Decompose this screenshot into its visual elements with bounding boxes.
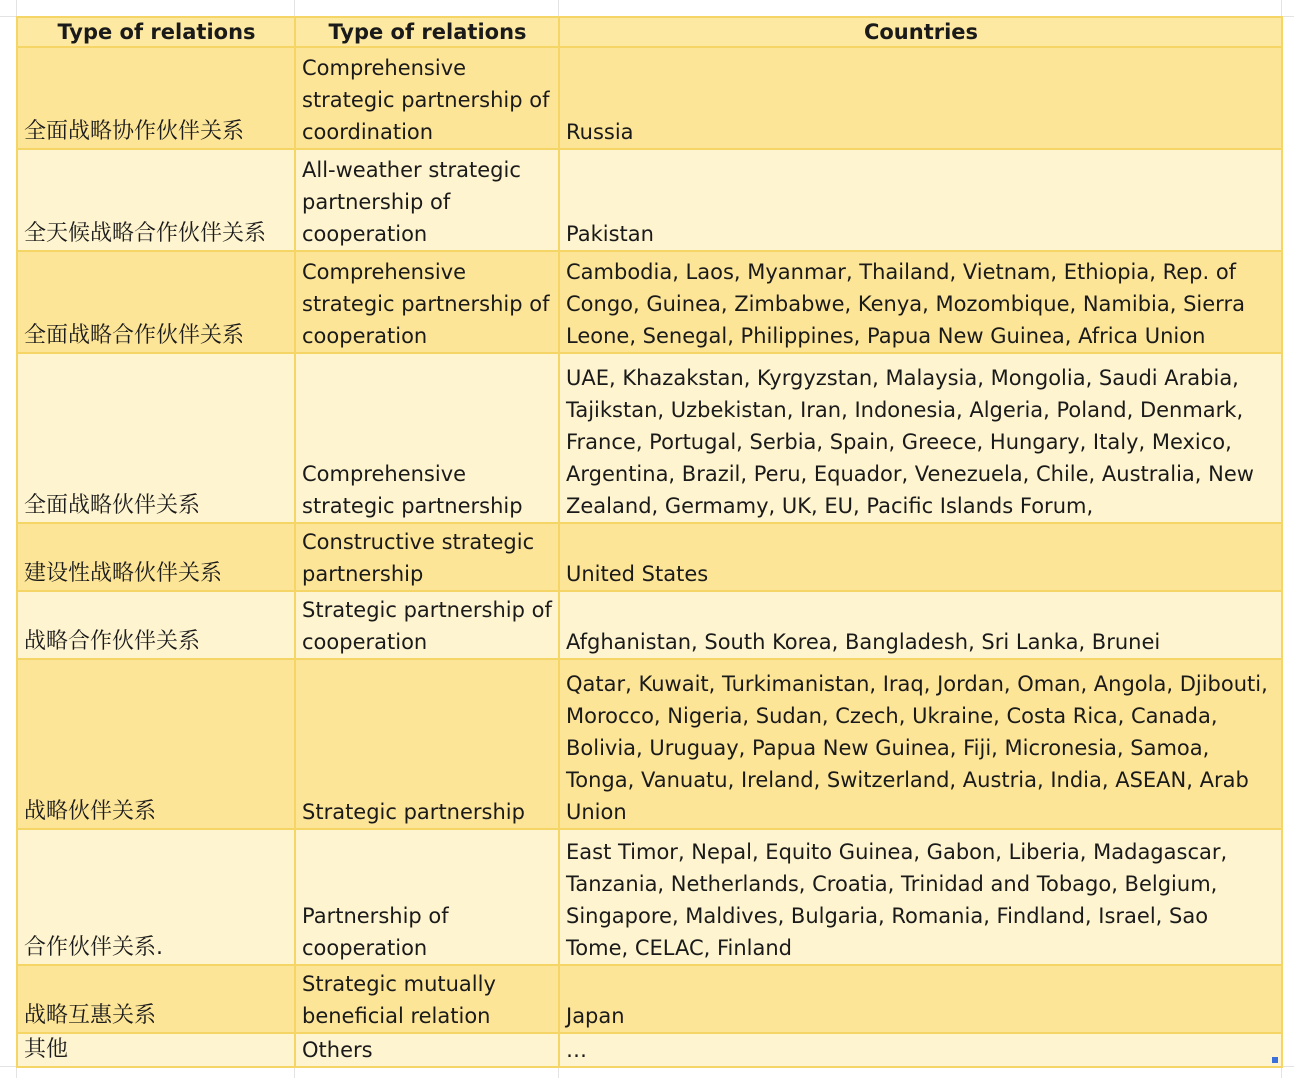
cell-en[interactable]: Strategic partnership of cooperation (295, 591, 559, 659)
table-row (17, 965, 1282, 1033)
cell-countries[interactable]: United States (559, 523, 1282, 591)
table-row (17, 523, 1282, 591)
cell-en[interactable]: Others (295, 1033, 559, 1067)
cell-en[interactable]: Strategic partnership (295, 659, 559, 829)
table-row (17, 1033, 1282, 1067)
cell-en[interactable]: Comprehensive strategic partnership of cooperation (295, 251, 559, 353)
cell-en[interactable]: All-weather strategic partnership of cooperation (295, 149, 559, 251)
cell-zh[interactable]: 全面战略伙伴关系 (17, 353, 295, 523)
relations-table (16, 16, 1283, 1068)
header-cell-en[interactable]: Type of relations (295, 17, 559, 47)
cell-en[interactable]: Comprehensive strategic partnership (295, 353, 559, 523)
cell-zh[interactable]: 其他 (17, 1033, 295, 1067)
header-cell-countries[interactable]: Countries (559, 17, 1282, 47)
cell-countries[interactable]: … (559, 1033, 1282, 1067)
cell-en[interactable]: Constructive strategic partnership (295, 523, 559, 591)
cell-countries[interactable]: UAE, Khazakstan, Kyrgyzstan, Malaysia, Mongolia, Saudi Arabia, Tajikstan, Uzbekistan, Iran, Indonesia, Algeria, Poland, Denmark, France, Portugal, Serbia, Spain, Greece, Hungary, Italy, Mexico, Argentina, Brazil, Peru, Equador, Venezuela, Chile, Australia, New Zealand, Germamy, UK, EU, Pacific Islands Forum, (559, 353, 1282, 523)
cell-zh[interactable]: 建设性战略伙伴关系 (17, 523, 295, 591)
table-row (17, 251, 1282, 353)
fill-handle-icon[interactable] (1272, 1057, 1278, 1063)
cell-zh[interactable]: 全面战略协作伙伴关系 (17, 47, 295, 149)
cell-countries[interactable]: East Timor, Nepal, Equito Guinea, Gabon, Liberia, Madagascar, Tanzania, Netherlands, Croatia, Trinidad and Tobago, Belgium, Singapore, Maldives, Bulgaria, Romania, Findland, Israel, Sao Tome, CELAC, Finland (559, 829, 1282, 965)
cell-countries[interactable]: Russia (559, 47, 1282, 149)
header-row (17, 17, 1282, 47)
header-cell-zh[interactable]: Type of relations (17, 17, 295, 47)
cell-countries[interactable]: Japan (559, 965, 1282, 1033)
cell-countries[interactable]: Cambodia, Laos, Myanmar, Thailand, Vietnam, Ethiopia, Rep. of Congo, Guinea, Zimbabwe, Kenya, Mozombique, Namibia, Sierra Leone, Senegal, Philippines, Papua New Guinea, Africa Union (559, 251, 1282, 353)
cell-zh[interactable]: 战略伙伴关系 (17, 659, 295, 829)
cell-countries[interactable]: Pakistan (559, 149, 1282, 251)
table-row (17, 591, 1282, 659)
cell-countries[interactable]: Qatar, Kuwait, Turkimanistan, Iraq, Jordan, Oman, Angola, Djibouti, Morocco, Nigeria, Sudan, Czech, Ukraine, Costa Rica, Canada, Bolivia, Uruguay, Papua New Guinea, Fiji, Micronesia, Samoa, Tonga, Vanuatu, Ireland, Switzerland, Austria, India, ASEAN, Arab Union (559, 659, 1282, 829)
table-row (17, 829, 1282, 965)
cell-countries[interactable]: Afghanistan, South Korea, Bangladesh, Sri Lanka, Brunei (559, 591, 1282, 659)
cell-zh[interactable]: 战略合作伙伴关系 (17, 591, 295, 659)
table-row (17, 659, 1282, 829)
cell-zh[interactable]: 合作伙伴关系. (17, 829, 295, 965)
cell-zh[interactable]: 全面战略合作伙伴关系 (17, 251, 295, 353)
table-row (17, 47, 1282, 149)
cell-zh[interactable]: 全天候战略合作伙伴关系 (17, 149, 295, 251)
table-row (17, 149, 1282, 251)
table-row (17, 353, 1282, 523)
cell-zh[interactable]: 战略互惠关系 (17, 965, 295, 1033)
cell-en[interactable]: Strategic mutually beneficial relation (295, 965, 559, 1033)
cell-en[interactable]: Partnership of cooperation (295, 829, 559, 965)
cell-en[interactable]: Comprehensive strategic partnership of coordination (295, 47, 559, 149)
